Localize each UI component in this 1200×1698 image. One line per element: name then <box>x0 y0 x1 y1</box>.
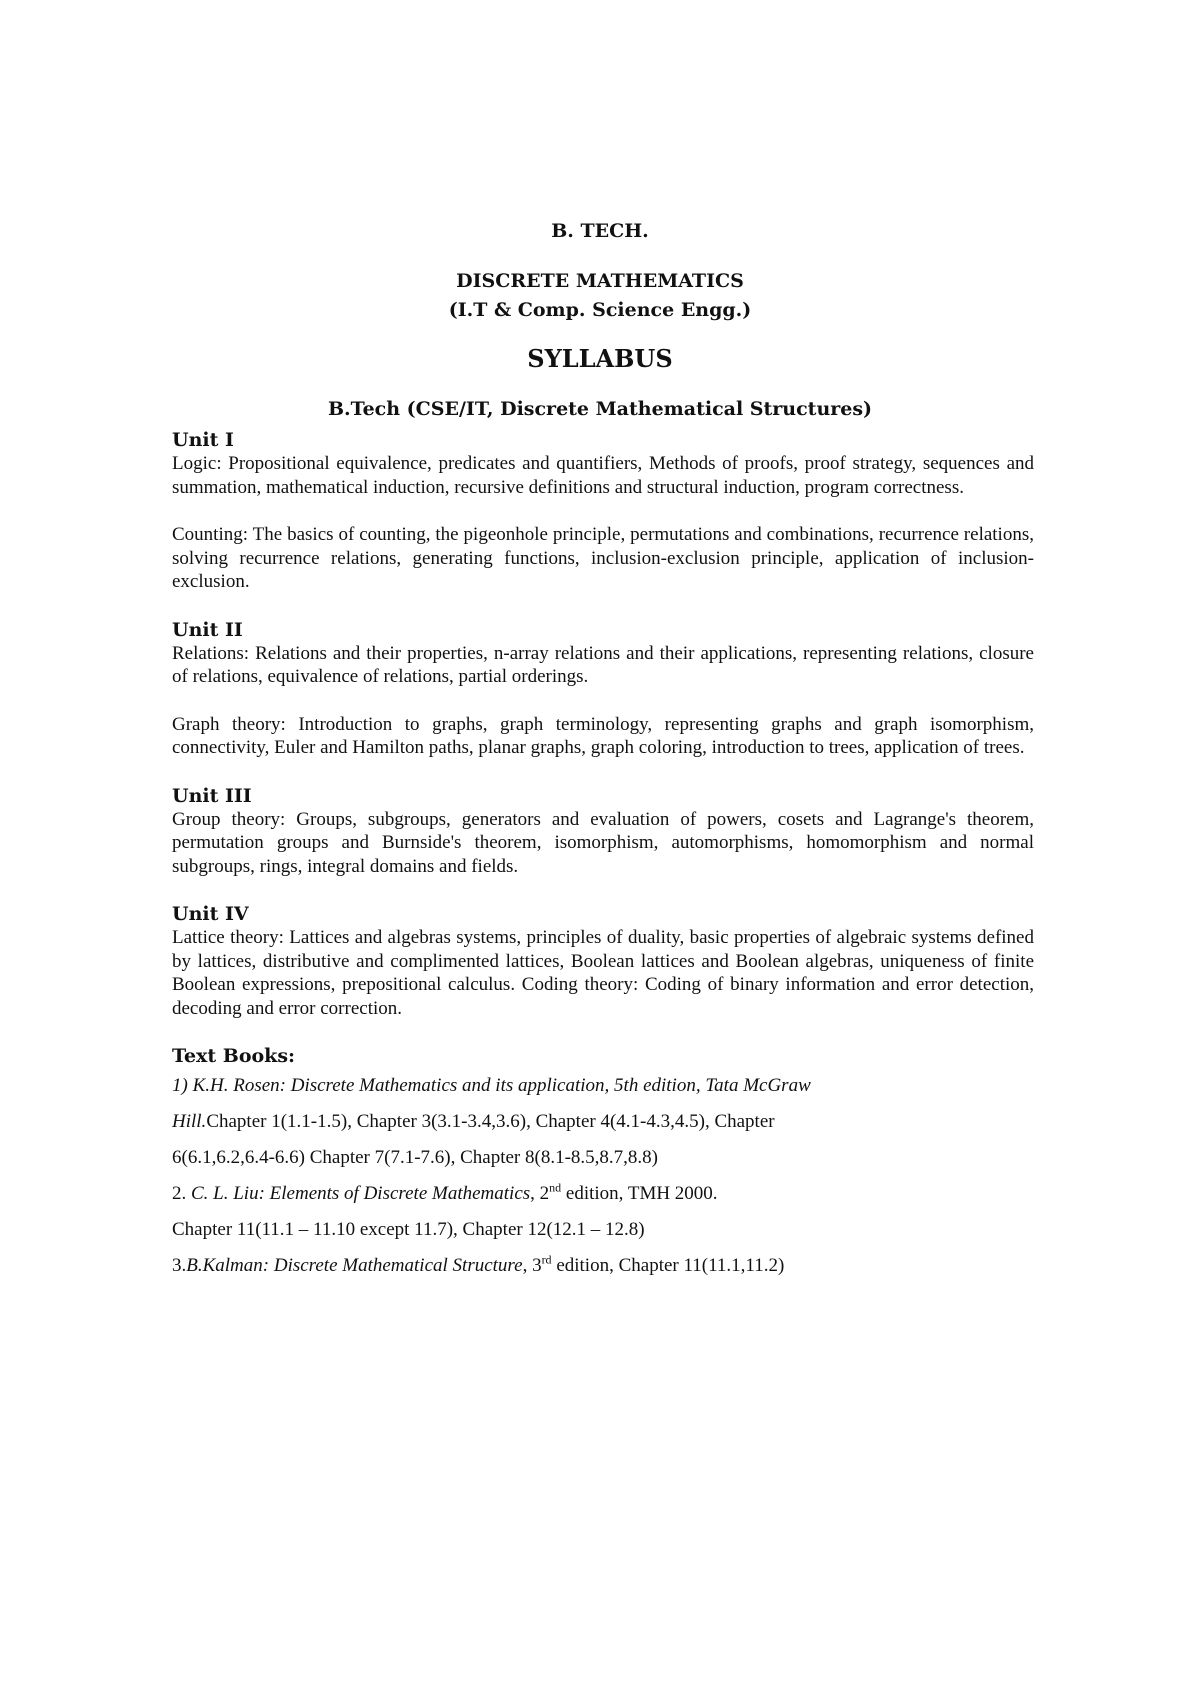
unit-paragraph: Graph theory: Introduction to graphs, graph terminology, representing graphs and graph isomorphism, connectivity, Euler and Hamilton paths, planar graphs, graph coloring, introduction to trees, application of trees. <box>172 713 1034 758</box>
unit-heading: Unit I <box>172 429 234 451</box>
book-1-title: 1) K.H. Rosen: Discrete Mathematics and its application, 5th edition, Tata McGraw <box>172 1075 811 1096</box>
unit-2 <box>172 618 1034 760</box>
branch-title: (I.T & Comp. Science Engg.) <box>448 299 752 321</box>
book-1-publisher: Hill. <box>172 1111 207 1132</box>
book-1-chapters: Chapter 1(1.1-1.5), Chapter 3(3.1-3.4,3.6), Chapter 4(4.1-4.3,4.5), Chapter <box>206 1111 775 1132</box>
book-2-title: C. L. Liu: Elements of Discrete Mathematics <box>191 1183 531 1204</box>
unit-1 <box>172 428 1034 594</box>
program-heading: B. TECH. <box>551 220 649 242</box>
book-3-edition: , 3 <box>522 1255 542 1276</box>
book-2-edition-suffix: nd <box>549 1180 562 1195</box>
book-3-chapters: edition, Chapter 11(11.1,11.2) <box>551 1255 785 1276</box>
unit-paragraph: Lattice theory: Lattices and algebras systems, principles of duality, basic properties of algebraic systems defined by lattices, distributive and complimented lattices, Boolean lattices and Boolean algebras, uniqueness of finite Boolean expressions, prepositional calculus. Coding theory: Coding of binary information and error detection, decoding and error correction. <box>172 927 1034 1019</box>
syllabus-content <box>172 428 1034 1284</box>
book-2-line-1 <box>172 1176 1034 1212</box>
unit-4 <box>172 902 1034 1020</box>
syllabus-title: SYLLABUS <box>527 344 673 373</box>
unit-heading: Unit II <box>172 618 243 641</box>
unit-heading: Unit III <box>172 784 252 807</box>
course-title: DISCRETE MATHEMATICS <box>456 270 744 292</box>
unit-paragraph: Group theory: Groups, subgroups, generators and evaluation of powers, cosets and Lagrange's theorem, permutation groups and Burnside's theorem, isomorphism, automorphisms, homomorphism and normal subgroups, rings, integral domains and fields. <box>172 808 1034 877</box>
book-2-edition: , 2 <box>530 1183 550 1204</box>
book-3-line-1 <box>172 1248 1034 1284</box>
unit-heading: Unit IV <box>172 903 249 925</box>
text-books <box>172 1044 1034 1284</box>
unit-paragraph: Counting: The basics of counting, the pigeonhole principle, permutations and combinations, recurrence relations, solving recurrence relations, generating functions, inclusion-exclusion principle, application of inclusion-exclusion. <box>172 524 1034 592</box>
book-1-line-3: 6(6.1,6.2,6.4-6.6) Chapter 7(7.1-7.6), Chapter 8(8.1-8.5,8.7,8.8) <box>172 1147 658 1168</box>
unit-3 <box>172 784 1034 879</box>
book-3-edition-suffix: rd <box>541 1252 552 1267</box>
book-3-title: B.Kalman: Discrete Mathematical Structure <box>186 1255 523 1276</box>
book-3-number: 3. <box>172 1255 187 1276</box>
book-2-number: 2. <box>172 1183 191 1204</box>
book-2-publisher: edition, TMH 2000. <box>561 1183 718 1204</box>
unit-paragraph: Logic: Propositional equivalence, predicates and quantifiers, Methods of proofs, proof strategy, sequences and summation, mathematical induction, recursive definitions and structural induction, program correctness. <box>172 453 1034 498</box>
syllabus-subtitle: B.Tech (CSE/IT, Discrete Mathematical Structures) <box>327 398 873 420</box>
book-1-line-1 <box>172 1068 1034 1104</box>
unit-paragraph: Relations: Relations and their properties, n-array relations and their applications, representing relations, closure of relations, equivalence of relations, partial orderings. <box>172 642 1034 687</box>
book-1-line-2 <box>172 1104 1034 1140</box>
text-books-heading: Text Books: <box>172 1045 296 1067</box>
book-2-line-2: Chapter 11(11.1 – 11.10 except 11.7), Chapter 12(12.1 – 12.8) <box>172 1219 645 1240</box>
